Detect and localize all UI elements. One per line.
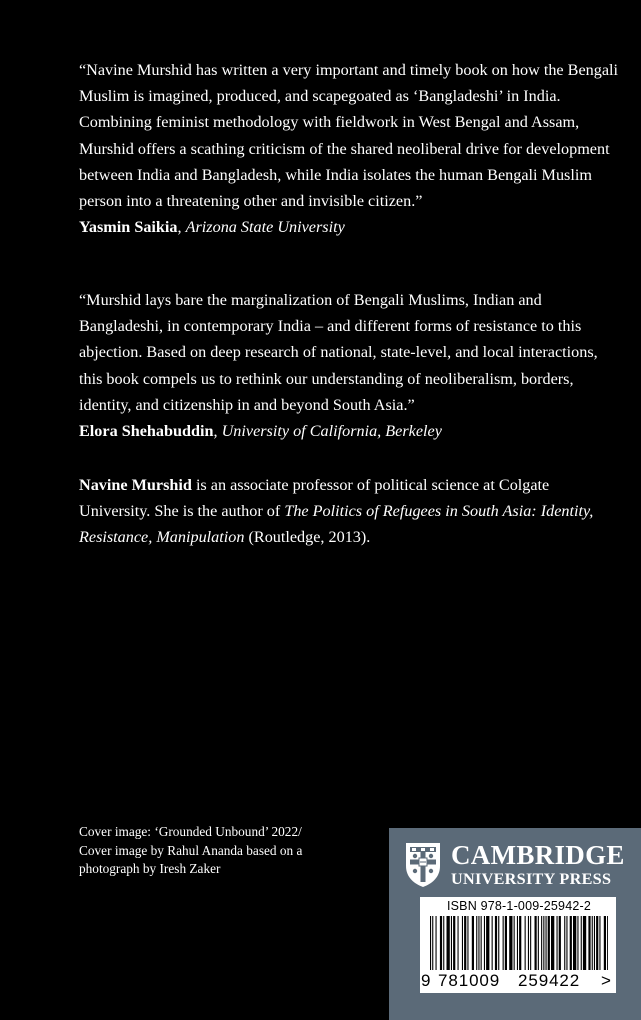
publisher-logo	[405, 840, 635, 894]
author-bio-text: is an associate professor of political science at Colgate University. She is the author of	[79, 476, 550, 521]
endorsement-1-text: “Navine Murshid has written a very important and timely book on how the Bengali Muslim is imagined, produced, and scapegoated as ‘Bangladeshi’ in India. Combining feminist methodology with fieldwork in West Bengal and Assam, Murshid offers a scathing criticism of the shared neoliberal drive for development between India and Bangladesh, while India isolates the human Bengali Muslim person into a threatening other and invisible citizen.”	[79, 61, 619, 211]
endorsement-2-text: “Murshid lays bare the marginalization of Bengali Muslims, Indian and Bangladeshi, in contemporary India – and different forms of resistance to this abjection. Based on deep research of national, state-level, and local interactions, this book compels us to rethink our understanding of neoliberalism, borders, identity, and citizenship in and beyond South Asia.”	[79, 291, 598, 414]
isbn-barcode	[420, 897, 616, 993]
publisher-name: CAMBRIDGE	[451, 840, 625, 870]
cover-image-credit	[79, 823, 369, 879]
author-bio-text-end: (Routledge, 2013).	[244, 528, 371, 547]
cover-credit-line: photograph by Iresh Zaker	[79, 861, 221, 877]
barcode-digit-prefix: 9	[421, 971, 431, 990]
endorsement-2-attribution	[79, 418, 619, 444]
isbn-number: ISBN 978-1-009-25942-2	[446, 899, 592, 913]
barcode-quiet-zone-arrow: >	[601, 971, 611, 990]
endorser-name: Yasmin Saikia	[79, 218, 178, 237]
previous-book-title: The Politics of Refugees in South Asia: Identity, Resistance, Manipulation	[79, 502, 594, 547]
endorsement-1	[79, 57, 619, 240]
cover-credit-line: Cover image: ‘Grounded Unbound’ 2022/	[79, 824, 302, 839]
attribution-separator: ,	[177, 218, 186, 237]
endorser-institution: University of California, Berkeley	[221, 422, 442, 441]
publisher-subtitle: UNIVERSITY PRESS	[451, 870, 612, 888]
barcode-digits-left: 781009	[438, 971, 501, 990]
endorsement-1-attribution	[79, 214, 619, 240]
attribution-separator: ,	[213, 422, 222, 441]
author-bio	[79, 472, 619, 551]
barcode-digits-right: 259422	[518, 971, 581, 990]
university-crest-icon	[405, 842, 441, 888]
endorser-name: Elora Shehabuddin	[79, 422, 214, 441]
endorsement-2	[79, 287, 619, 444]
barcode-bars	[430, 916, 608, 970]
endorser-institution: Arizona State University	[185, 218, 345, 237]
cover-credit-line: Cover image by Rahul Ananda based on a	[79, 842, 303, 858]
author-name: Navine Murshid	[79, 476, 192, 494]
